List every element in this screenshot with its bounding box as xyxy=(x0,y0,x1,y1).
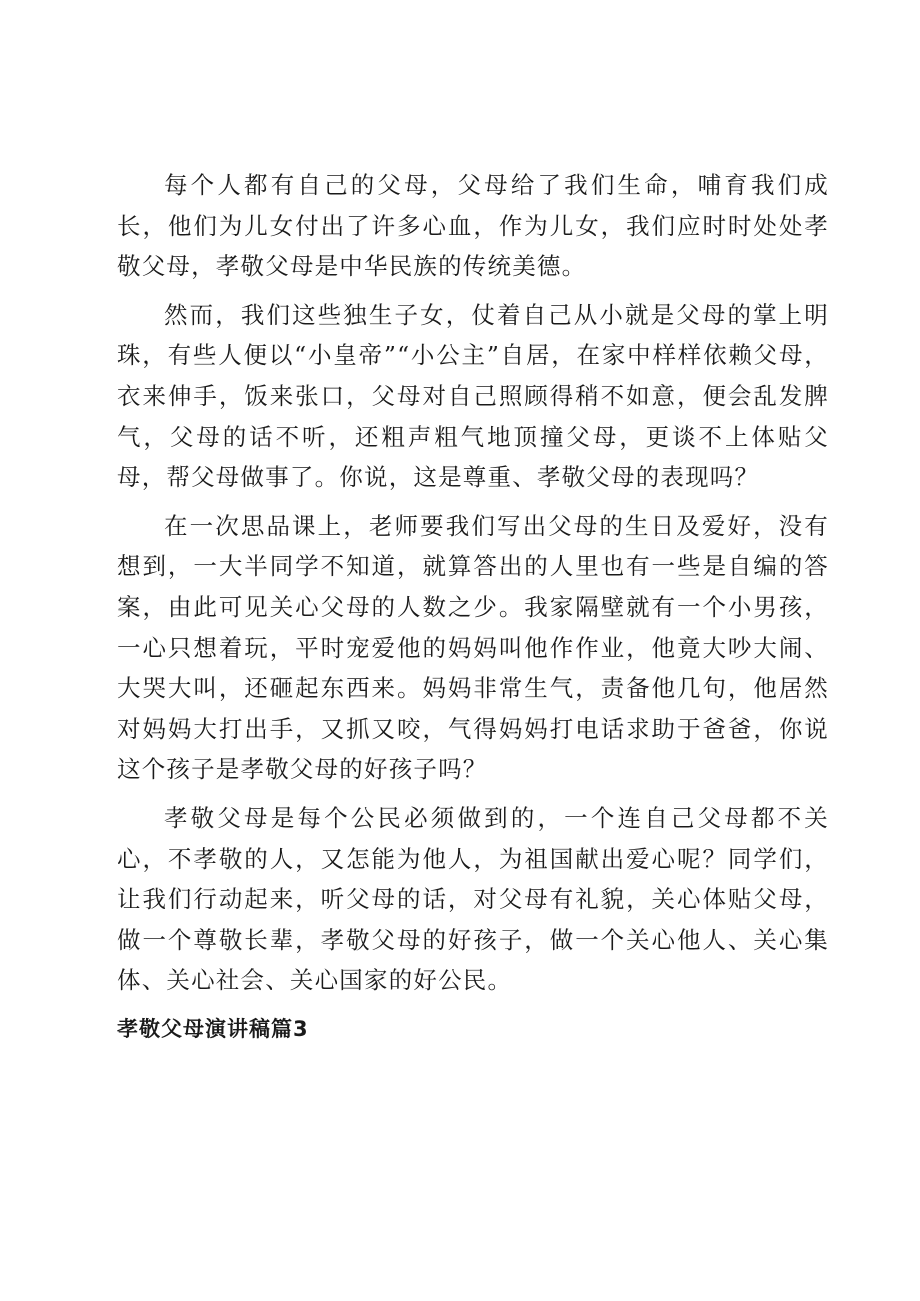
paragraph-3: 在一次思品课上，老师要我们写出父母的生日及爱好，没有想到，一大半同学不知道，就算答出的人里也有一些是自编的答案，由此可见关心父母的人数之少。我家隔壁就有一个小男孩，一心只想着玩，平时宠爱他的妈妈叫他作作业，他竟大吵大闹、大哭大叫，还砸起东西来。妈妈非常生气，责备他几句，他居然对妈妈大打出手，又抓又咬，气得妈妈打电话求助于爸爸，你说这个孩子是孝敬父母的好孩子吗？ xyxy=(117,511,829,784)
paragraph-2: 然而，我们这些独生子女，仗着自己从小就是父母的掌上明珠，有些人便以“小皇帝”“小公主”自居，在家中样样依赖父母，衣来伸手，饭来张口，父母对自己照顾得稍不如意，便会乱发脾气，父母的话不听，还粗声粗气地顶撞父母，更谈不上体贴父母，帮父母做事了。你说，这是尊重、孝敬父母的表现吗？ xyxy=(117,300,829,492)
document-body xyxy=(117,165,829,1049)
paragraph-4: 孝敬父母是每个公民必须做到的，一个连自己父母都不关心，不孝敬的人，又怎能为他人，为祖国献出爱心呢？同学们，让我们行动起来，听父母的话，对父母有礼貌，关心体贴父母，做一个尊敬长辈，孝敬父母的好孩子，做一个关心他人、关心集体、关心社会、关心国家的好公民。 xyxy=(117,803,829,995)
paragraph-1: 每个人都有自己的父母，父母给了我们生命，哺育我们成长，他们为儿女付出了许多心血，作为儿女，我们应时时处处孝敬父母，孝敬父母是中华民族的传统美德。 xyxy=(117,171,829,281)
section-heading: 孝敬父母演讲稿篇3 xyxy=(117,1016,309,1041)
